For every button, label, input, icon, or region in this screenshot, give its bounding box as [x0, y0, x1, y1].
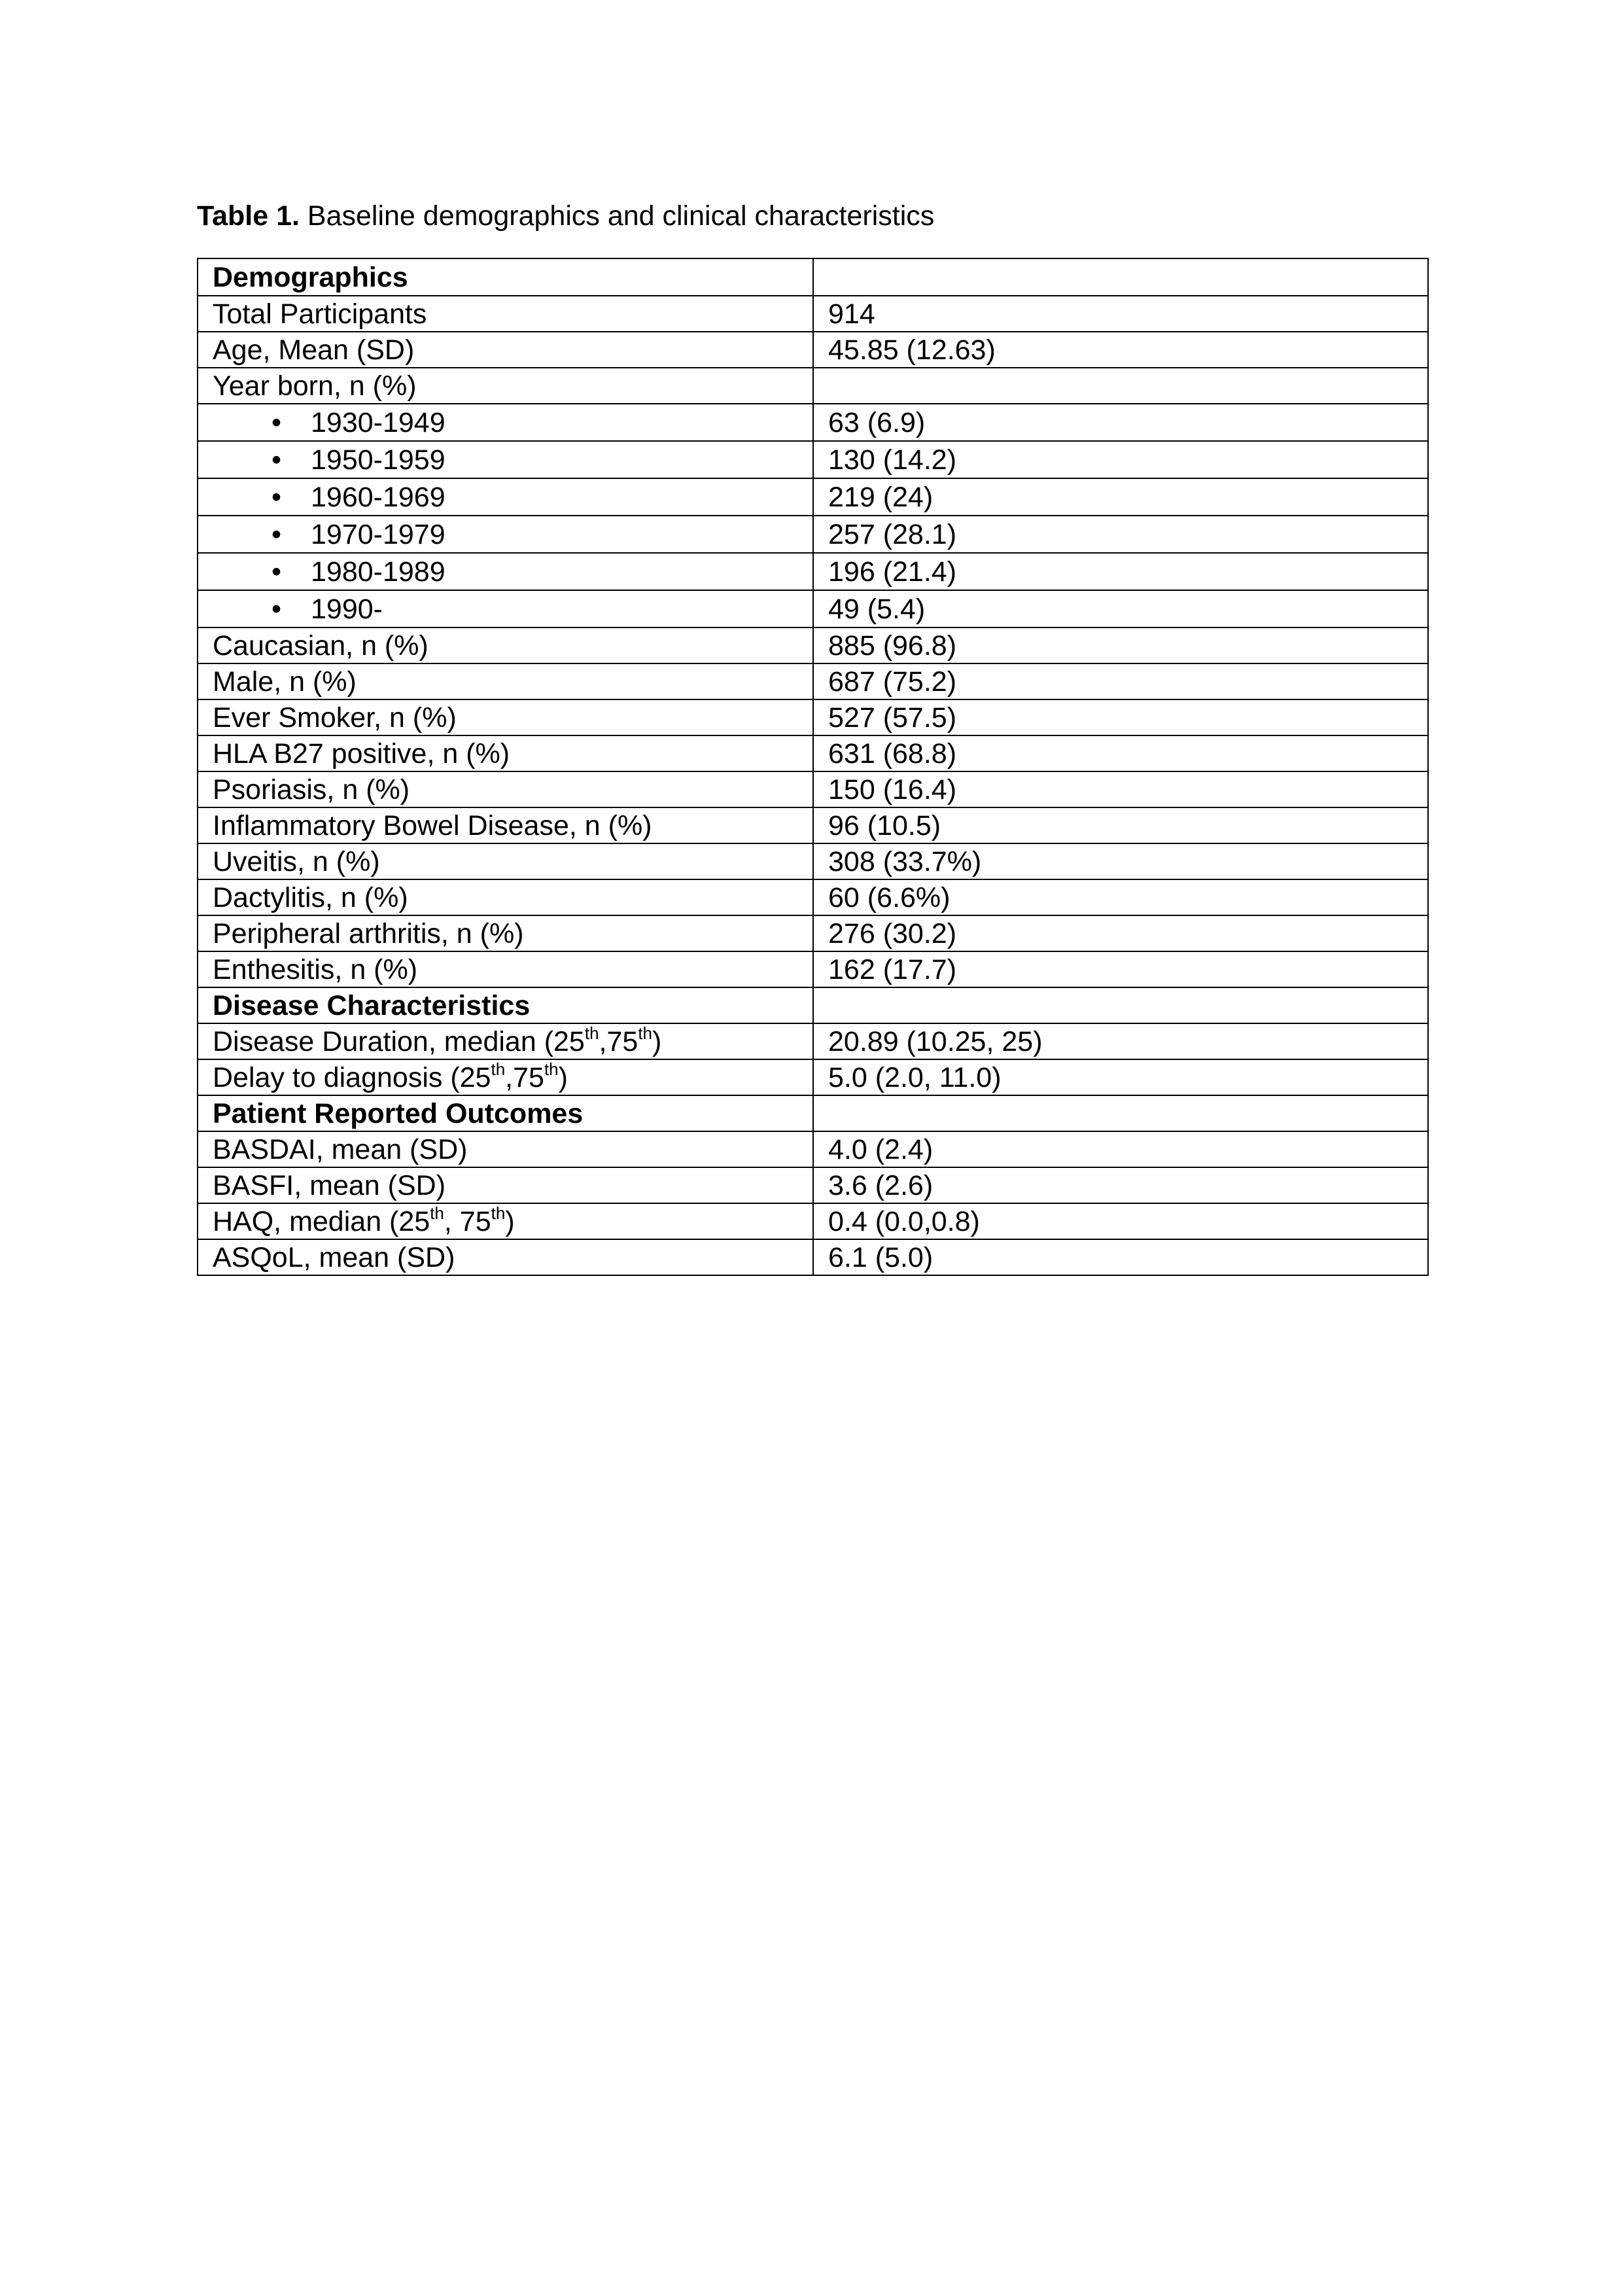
table-row — [198, 807, 1428, 843]
row-value: 527 (57.5) — [813, 699, 1428, 735]
bullet-icon: • — [271, 444, 282, 476]
row-label: Year born, n (%) — [198, 368, 813, 404]
row-value: 631 (68.8) — [813, 735, 1428, 771]
table-row — [198, 1239, 1428, 1275]
table-caption — [197, 196, 934, 236]
table-row — [198, 441, 1428, 478]
row-value: 49 (5.4) — [813, 590, 1428, 627]
row-value: 20.89 (10.25, 25) — [813, 1023, 1428, 1059]
row-label: Psoriasis, n (%) — [198, 771, 813, 807]
row-label-text: , 75 — [444, 1205, 491, 1237]
row-label — [198, 441, 813, 478]
bullet-icon: • — [271, 481, 282, 513]
row-label-text: ) — [558, 1061, 568, 1093]
bullet-icon: • — [271, 593, 282, 625]
row-label-text: ) — [652, 1025, 662, 1057]
table-row — [198, 332, 1428, 368]
baseline-characteristics-table — [197, 258, 1429, 1276]
row-label-text: ,75 — [505, 1061, 544, 1093]
row-label: Age, Mean (SD) — [198, 332, 813, 368]
row-label-text: Disease Duration, median (25 — [213, 1025, 585, 1057]
table-row — [198, 516, 1428, 553]
table-body — [198, 258, 1428, 1275]
bullet-icon: • — [271, 406, 282, 438]
row-value: 219 (24) — [813, 478, 1428, 516]
row-label: Dactylitis, n (%) — [198, 879, 813, 915]
row-value: 276 (30.2) — [813, 915, 1428, 951]
table-row — [198, 368, 1428, 404]
row-value: 162 (17.7) — [813, 951, 1428, 987]
row-value — [813, 1095, 1428, 1131]
table-row — [198, 1131, 1428, 1167]
row-value — [813, 987, 1428, 1023]
row-label: Uveitis, n (%) — [198, 843, 813, 879]
row-label-text: ,75 — [599, 1025, 638, 1057]
table-row — [198, 915, 1428, 951]
row-label — [198, 1023, 813, 1059]
table-row — [198, 951, 1428, 987]
row-label — [198, 404, 813, 441]
table-row — [198, 735, 1428, 771]
table-row — [198, 1059, 1428, 1095]
table-row — [198, 663, 1428, 699]
ordinal-superscript: th — [430, 1203, 444, 1223]
row-label-text: 1970-1979 — [311, 518, 445, 550]
row-value: 63 (6.9) — [813, 404, 1428, 441]
section-header-row — [198, 1095, 1428, 1131]
row-value: 96 (10.5) — [813, 807, 1428, 843]
ordinal-superscript: th — [491, 1059, 506, 1079]
row-value: 196 (21.4) — [813, 553, 1428, 590]
row-value: 5.0 (2.0, 11.0) — [813, 1059, 1428, 1095]
section-header-row — [198, 987, 1428, 1023]
row-label: Caucasian, n (%) — [198, 627, 813, 663]
row-label-text: 1980-1989 — [311, 556, 445, 588]
row-value: 914 — [813, 296, 1428, 332]
row-label: Male, n (%) — [198, 663, 813, 699]
row-value: 60 (6.6%) — [813, 879, 1428, 915]
row-label: Ever Smoker, n (%) — [198, 699, 813, 735]
row-label: Peripheral arthritis, n (%) — [198, 915, 813, 951]
bullet-icon: • — [271, 518, 282, 550]
row-value — [813, 368, 1428, 404]
table-row — [198, 553, 1428, 590]
row-label — [198, 478, 813, 516]
row-label-text: 1960-1969 — [311, 481, 445, 513]
row-value: 6.1 (5.0) — [813, 1239, 1428, 1275]
row-label-text: ) — [505, 1205, 515, 1237]
table-caption-label: Table 1. — [197, 200, 300, 232]
table-row — [198, 1203, 1428, 1239]
table-row — [198, 478, 1428, 516]
row-label-text: 1990- — [311, 593, 383, 625]
row-label: BASFI, mean (SD) — [198, 1167, 813, 1203]
row-label: Enthesitis, n (%) — [198, 951, 813, 987]
row-value: 257 (28.1) — [813, 516, 1428, 553]
row-label-text: 1950-1959 — [311, 444, 445, 476]
row-value: 687 (75.2) — [813, 663, 1428, 699]
row-label-text: Delay to diagnosis (25 — [213, 1061, 491, 1093]
section-header-row — [198, 258, 1428, 296]
bullet-icon: • — [271, 556, 282, 588]
ordinal-superscript: th — [544, 1059, 559, 1079]
row-label — [198, 1059, 813, 1095]
section-title: Patient Reported Outcomes — [198, 1095, 813, 1131]
table-row — [198, 843, 1428, 879]
table-row — [198, 590, 1428, 627]
row-label: Inflammatory Bowel Disease, n (%) — [198, 807, 813, 843]
row-value: 0.4 (0.0,0.8) — [813, 1203, 1428, 1239]
ordinal-superscript: th — [638, 1023, 653, 1043]
table-row — [198, 1023, 1428, 1059]
row-value: 45.85 (12.63) — [813, 332, 1428, 368]
row-value: 885 (96.8) — [813, 627, 1428, 663]
row-value: 3.6 (2.6) — [813, 1167, 1428, 1203]
ordinal-superscript: th — [584, 1023, 599, 1043]
table-row — [198, 404, 1428, 441]
table-row — [198, 627, 1428, 663]
section-title: Disease Characteristics — [198, 987, 813, 1023]
row-value: 4.0 (2.4) — [813, 1131, 1428, 1167]
table-row — [198, 296, 1428, 332]
row-value — [813, 258, 1428, 296]
row-value: 130 (14.2) — [813, 441, 1428, 478]
table-row — [198, 699, 1428, 735]
row-label-text: HAQ, median (25 — [213, 1205, 430, 1237]
table-row — [198, 1167, 1428, 1203]
table-row — [198, 771, 1428, 807]
table-row — [198, 879, 1428, 915]
row-label: ASQoL, mean (SD) — [198, 1239, 813, 1275]
row-label — [198, 516, 813, 553]
row-label — [198, 553, 813, 590]
row-label: HLA B27 positive, n (%) — [198, 735, 813, 771]
row-label — [198, 590, 813, 627]
section-title: Demographics — [198, 258, 813, 296]
row-value: 150 (16.4) — [813, 771, 1428, 807]
row-label — [198, 1203, 813, 1239]
ordinal-superscript: th — [491, 1203, 506, 1223]
row-label: BASDAI, mean (SD) — [198, 1131, 813, 1167]
row-label: Total Participants — [198, 296, 813, 332]
row-value: 308 (33.7%) — [813, 843, 1428, 879]
row-label-text: 1930-1949 — [311, 406, 445, 438]
table-caption-text: Baseline demographics and clinical characteristics — [299, 200, 935, 232]
